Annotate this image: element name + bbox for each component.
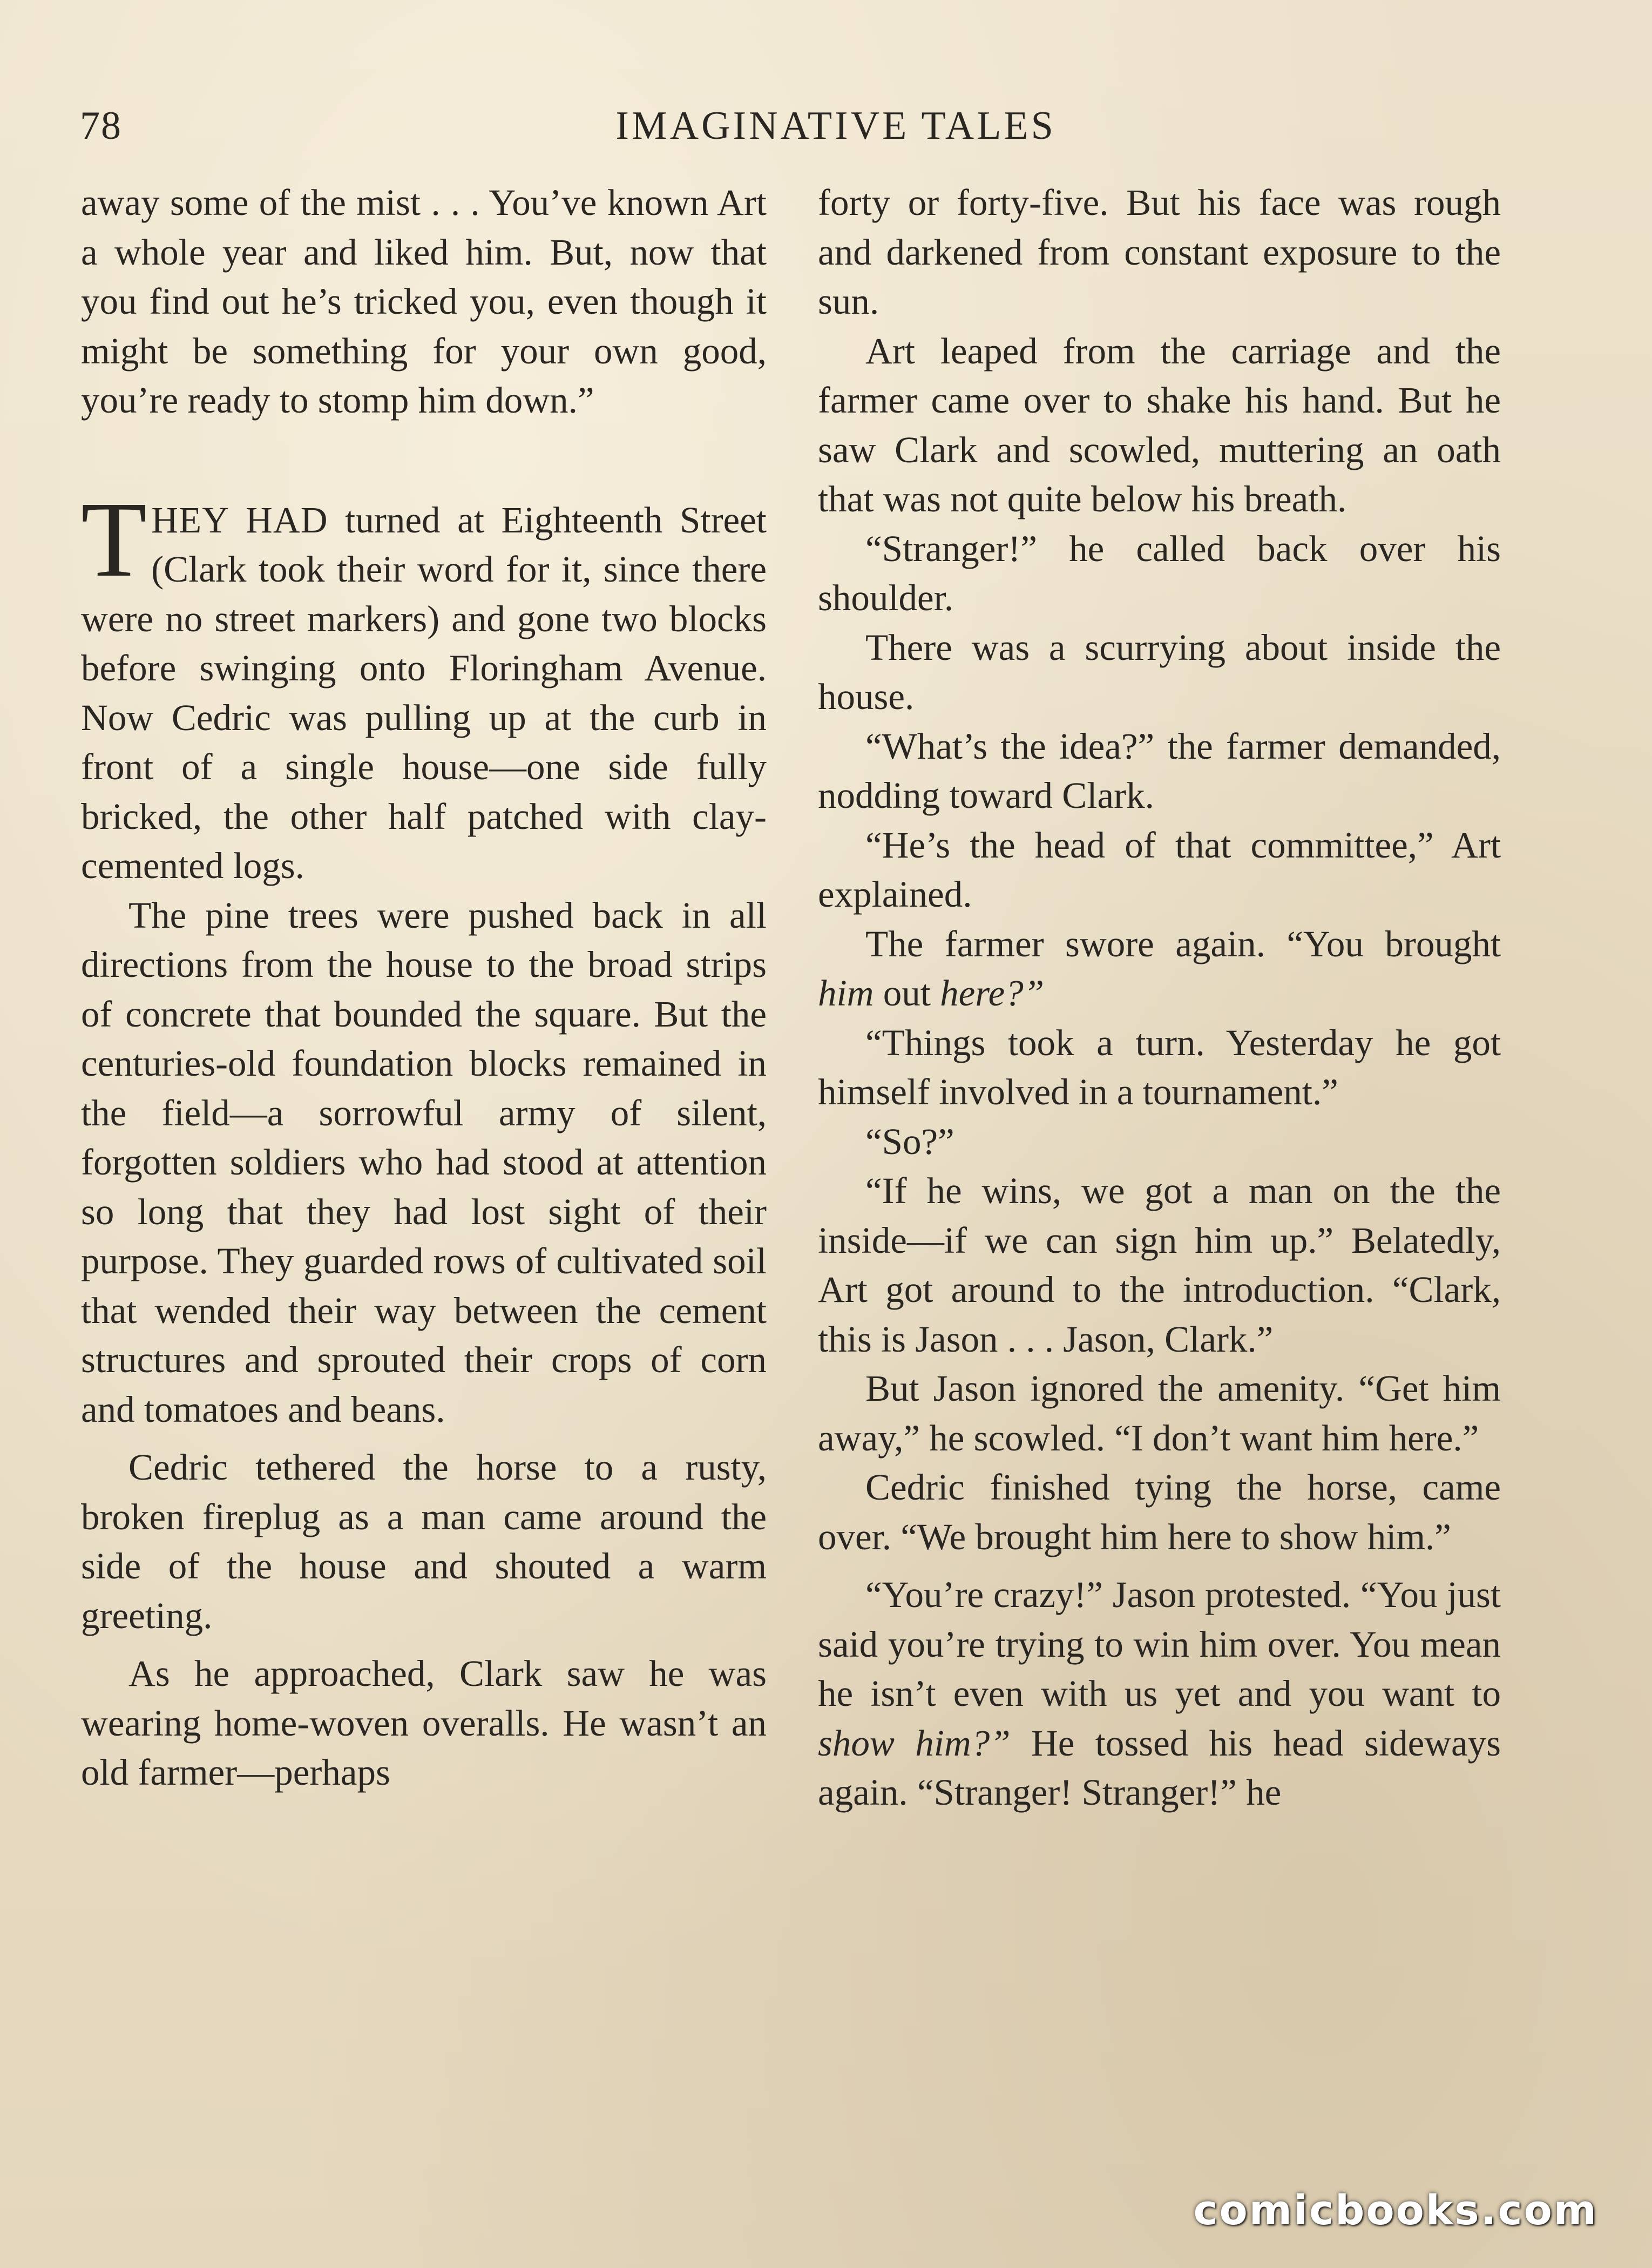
paragraph: As he approached, Clark saw he was wearing home-woven overalls. He wasn’t an old farmer—perhaps [81, 1653, 767, 1793]
italic-text: him [818, 973, 874, 1014]
small-caps-lead: HEY HAD [151, 499, 328, 541]
paragraph-text: out [874, 973, 940, 1014]
paragraph: away some of the mist . . . You’ve known Art a whole year and liked him. But, now that you find out he’s tricked you, even though it might be something for your own good, you’re ready to stomp him down.” [81, 182, 767, 421]
paragraph-text: He tossed his head sideways again. “Stranger! Stranger!” he [818, 1722, 1501, 1813]
paragraph: Cedric tethered the horse to a rusty, broken fireplug as a man came around the side of the house and shouted a warm greeting. [81, 1447, 767, 1636]
paragraph: “What’s the idea?” the farmer demanded, nodding toward Clark. [818, 725, 1501, 816]
paragraph: “Things took a turn. Yesterday he got himself involved in a tournament.” [818, 1022, 1501, 1112]
running-head [80, 102, 1505, 150]
paragraph-text: turned at Eighteenth Street (Clark took their word for it, since there were no street markers) and gone two blocks before swinging onto Floringham Avenue. Now Cedric was pulling up at the curb in front of a single house—one side fully bricked, the other half patched with clay-cemented logs. [81, 499, 767, 886]
paragraph: Cedric finished tying the horse, came over. “We brought him here to show him.” [818, 1467, 1501, 1557]
paragraph: Art leaped from the carriage and the farmer came over to shake his hand. But he saw Clark and scowled, muttering an oath that was not quite below his breath. [818, 330, 1501, 519]
paragraph: The pine trees were pushed back in all directions from the house to the broad strips of concrete that bounded the square. But the centuries-old foundation blocks remained in the field—a sorrowful army of silent, forgotten soldiers who had stood at attention so long that they had lost sight of their purpose. They guarded rows of cultivated soil that wended their way between the cement structures and sprouted their crops of corn and tomatoes and beans. [81, 894, 767, 1430]
left-column [81, 178, 767, 1798]
page-number: 78 [80, 104, 122, 148]
italic-text: here?” [940, 973, 1045, 1014]
paragraph [818, 920, 1501, 1018]
paragraph: But Jason ignored the amenity. “Get him away,” he scowled. “I don’t want him here.” [818, 1368, 1501, 1459]
paragraph: “He’s the head of that committee,” Art explained. [818, 824, 1501, 915]
section-opening-paragraph [81, 480, 767, 891]
paragraph: “Stranger!” he called back over his shoulder. [818, 528, 1501, 618]
journal-title: IMAGINATIVE TALES [615, 104, 1056, 148]
watermark-logo: comicbooks.com [1193, 2186, 1598, 2234]
paragraph [818, 1570, 1501, 1818]
paragraph: forty or forty-five. But his face was rough and darkened from constant exposure to the sun. [818, 182, 1501, 322]
paragraph-text: “You’re crazy!” Jason protested. “You just said you’re trying to win him over. You mean he isn’t even with us yet and you want to [818, 1574, 1501, 1714]
right-column [818, 178, 1501, 1818]
italic-text: show him?” [818, 1722, 1011, 1764]
drop-cap: T [81, 480, 147, 599]
paragraph: “So?” [865, 1120, 954, 1162]
paragraph: “If he wins, we got a man on the the inside—if we can sign him up.” Belatedly, Art got around to the introduction. “Clark, this is Jason . . . Jason, Clark.” [818, 1170, 1501, 1360]
paragraph-text: The farmer swore again. “You brought [865, 923, 1501, 964]
paragraph: There was a scurrying about inside the house. [818, 626, 1501, 717]
